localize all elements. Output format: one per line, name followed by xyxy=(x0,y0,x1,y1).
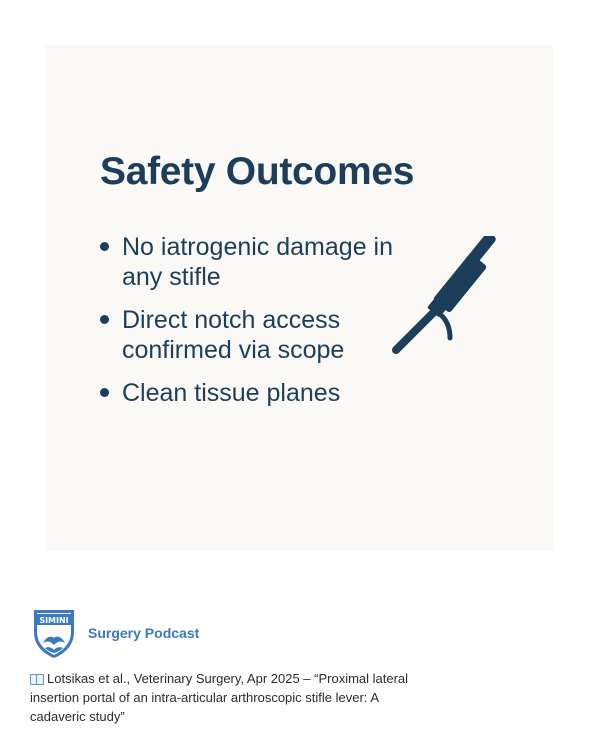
bullet-dot-icon xyxy=(100,315,109,324)
slide-title: Safety Outcomes xyxy=(100,150,415,193)
bullet-text: No iatrogenic damage in any stifle xyxy=(122,233,393,291)
bullet-dot-icon xyxy=(100,388,109,397)
bullet-list xyxy=(100,232,400,421)
citation-text: Lotsikas et al., Veterinary Surgery, Apr 2025 – “Proximal lateral insertion portal of an intra-articular arthroscopic stifle lever: A cadaveric study” xyxy=(30,671,409,724)
logo-text: SIMINI xyxy=(39,616,69,625)
bullet-dot-icon xyxy=(100,242,109,251)
open-book-icon xyxy=(30,674,44,684)
bullet-text: Direct notch access confirmed via scope xyxy=(122,306,345,364)
bullet-text: Clean tissue planes xyxy=(122,379,341,407)
bullet-item xyxy=(100,305,400,365)
bullet-item xyxy=(100,378,400,408)
arthroscope-icon xyxy=(388,236,508,358)
bullet-item xyxy=(100,232,400,292)
brand-name: Surgery Podcast xyxy=(88,625,200,641)
simini-logo xyxy=(30,606,78,660)
citation xyxy=(30,669,420,726)
